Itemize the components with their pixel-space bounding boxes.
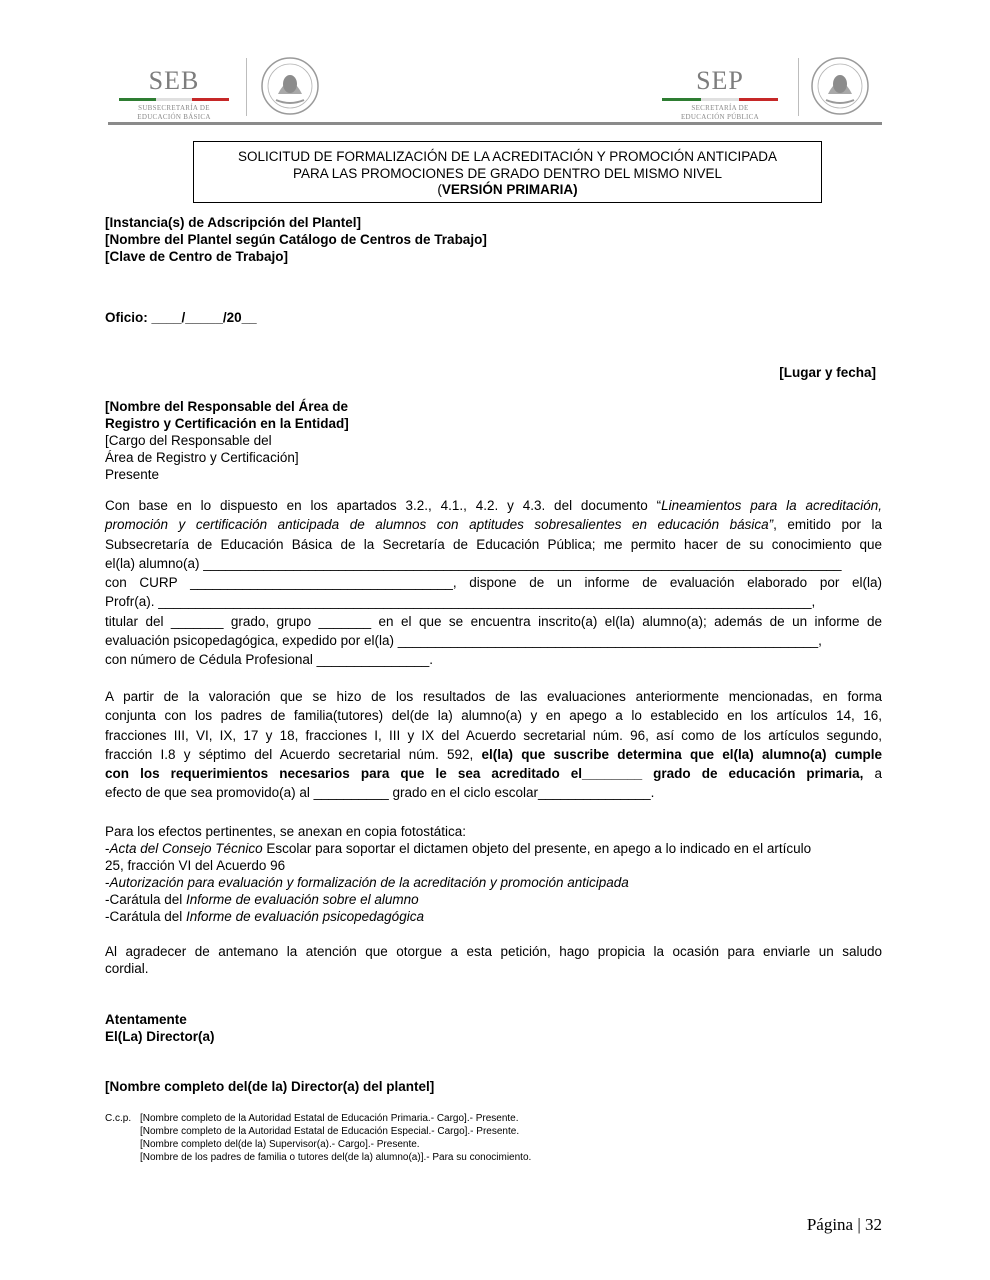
sep-logo bbox=[660, 52, 780, 124]
annex-item: -Acta del Consejo Técnico Escolar para soportar el dictamen objeto del presente, en apego a lo indicado en el artículo bbox=[105, 841, 812, 856]
text-line: con número de Cédula Profesional _______________. bbox=[105, 652, 434, 668]
recipient-role: [Cargo del Responsable del bbox=[105, 433, 272, 448]
recipient-presente: Presente bbox=[105, 467, 160, 482]
page-label: Página bbox=[806, 1215, 854, 1234]
page-number: 32 bbox=[865, 1215, 882, 1234]
atentamente: Atentamente bbox=[105, 1012, 187, 1027]
text-line: Profr(a). _______________________________________________________________________________________, bbox=[105, 594, 816, 610]
mexico-seal-icon bbox=[810, 56, 870, 116]
sep-logo-word: SEP bbox=[696, 66, 744, 95]
ccp-label: C.c.p. bbox=[105, 1113, 132, 1124]
ccp-item: [Nombre completo del(de la) Supervisor(a).- Cargo].- Presente. bbox=[140, 1139, 420, 1150]
paragraph-determination bbox=[105, 687, 882, 803]
seb-logo bbox=[116, 52, 232, 124]
text-line: promoción y certificación anticipada de alumnos con aptitudes sobresalientes en educación básica”, emitido por la bbox=[105, 517, 882, 533]
text-line: A partir de la valoración que se hizo de los resultados de las evaluaciones anteriormente mencionadas, en forma bbox=[105, 689, 882, 704]
annex-list bbox=[105, 823, 882, 925]
logo-divider bbox=[798, 58, 799, 116]
place-date: [Lugar y fecha] bbox=[779, 365, 876, 380]
page-footer bbox=[807, 1215, 882, 1235]
title-line-3: (VERSIÓN PRIMARIA) bbox=[437, 182, 578, 197]
annex-intro: Para los efectos pertinentes, se anexan en copia fotostática: bbox=[105, 824, 466, 839]
text-line: fracciones III, VI, IX, 17 y 18, fracciones I, III y IX del Acuerdo secretarial núm. 96, así como de los artículos segundo, bbox=[105, 727, 882, 743]
oficio-number: Oficio: ____/_____/20__ bbox=[105, 310, 257, 325]
address-line: [Nombre del Plantel según Catálogo de Centros de Trabajo] bbox=[105, 232, 487, 247]
address-line: [Clave de Centro de Trabajo] bbox=[105, 249, 289, 264]
page-separator: | bbox=[857, 1215, 861, 1234]
ccp-item: [Nombre completo de la Autoridad Estatal de Educación Especial.- Cargo].- Presente. bbox=[140, 1126, 520, 1137]
title-line-1: SOLICITUD DE FORMALIZACIÓN DE LA ACREDITACIÓN Y PROMOCIÓN ANTICIPADA bbox=[237, 149, 778, 164]
address-line: [Instancia(s) de Adscripción del Plantel] bbox=[105, 215, 362, 230]
text-line: Con base en lo dispuesto en los apartados 3.2., 4.1., 4.2. y 4.3. del documento “Lineamientos para la acreditación, bbox=[105, 498, 883, 513]
mexico-seal-icon bbox=[260, 56, 320, 116]
recipient-role: Área de Registro y Certificación] bbox=[105, 450, 299, 465]
signer-name: [Nombre completo del(de la) Director(a) del plantel] bbox=[105, 1079, 435, 1094]
ccp-item: [Nombre completo de la Autoridad Estatal de Educación Primaria.- Cargo].- Presente. bbox=[140, 1113, 519, 1124]
closing-paragraph bbox=[105, 943, 882, 977]
annex-item: -Autorización para evaluación y formalización de la acreditación y promoción anticipada bbox=[105, 875, 629, 890]
text-line: evaluación psicopedagógica, expedido por el(la) ________________________________________________________, bbox=[105, 633, 822, 649]
letterhead bbox=[108, 52, 882, 124]
text-line: Al agradecer de antemano la atención que otorgue a esta petición, hago propicia la ocasión para enviarle un saludo bbox=[105, 944, 882, 959]
text-line: fracción I.8 y séptimo del Acuerdo secretarial núm. 592, el(la) que suscribe determina que el(la) alumno(a) cumple bbox=[105, 746, 883, 762]
recipient-name: [Nombre del Responsable del Área de bbox=[105, 399, 349, 414]
header-rule bbox=[108, 122, 882, 125]
text-line: Subsecretaría de Educación Básica de la Secretaría de Educación Pública; me permito hacer de su conocimiento que bbox=[105, 536, 882, 552]
ccp-item: [Nombre de los padres de familia o tutores del(de la) alumno(a)].- Para su conocimiento. bbox=[140, 1152, 532, 1163]
text-line: cordial. bbox=[105, 961, 149, 976]
flag-stripe bbox=[662, 98, 778, 101]
annex-item: -Carátula del Informe de evaluación psicopedagógica bbox=[105, 909, 424, 924]
seb-logo-sub1: SUBSECRETARÍA DE bbox=[138, 104, 210, 112]
text-line: titular del _______ grado, grupo _______ en el que se encuentra inscrito(a) el(la) alumno(a); además de un informe de bbox=[105, 613, 882, 629]
text-line: conjunta con los padres de familia(tutores) del(de la) alumno(a) y en apego a lo establecido en los artículos 14, 16, bbox=[105, 708, 882, 724]
sep-logo-sub1: SECRETARÍA DE bbox=[691, 104, 749, 112]
recipient-name: Registro y Certificación en la Entidad] bbox=[105, 416, 349, 431]
recipient-block bbox=[105, 398, 882, 483]
document-title bbox=[193, 141, 822, 203]
seb-logo-sub2: EDUCACIÓN BÁSICA bbox=[137, 113, 211, 121]
annex-item-cont: 25, fracción VI del Acuerdo 96 bbox=[105, 858, 286, 873]
logo-divider bbox=[246, 58, 247, 116]
flag-stripe bbox=[119, 98, 229, 101]
school-address bbox=[105, 214, 882, 265]
sep-logo-sub2: EDUCACIÓN PÚBLICA bbox=[680, 113, 760, 121]
text-line: con los requerimientos necesarios para que le sea acreditado el________ grado de educación primaria, a bbox=[105, 766, 882, 782]
text-line: efecto de que sea promovido(a) al __________ grado en el ciclo escolar_______________. bbox=[105, 785, 655, 801]
paragraph-request bbox=[105, 496, 882, 670]
ccp-items bbox=[140, 1112, 531, 1164]
seb-logo-word: SEB bbox=[148, 66, 200, 95]
text-line: con CURP ___________________________________, dispone de un informe de evaluación elaborado por el(la) bbox=[105, 575, 882, 591]
signature-block bbox=[105, 1011, 882, 1045]
text-line: el(la) alumno(a) _____________________________________________________________________________________ bbox=[105, 555, 842, 571]
annex-item: -Carátula del Informe de evaluación sobre el alumno bbox=[105, 892, 419, 907]
title-line-2: PARA LAS PROMOCIONES DE GRADO DENTRO DEL MISMO NIVEL bbox=[292, 165, 723, 181]
signer-role: El(La) Director(a) bbox=[105, 1029, 215, 1044]
